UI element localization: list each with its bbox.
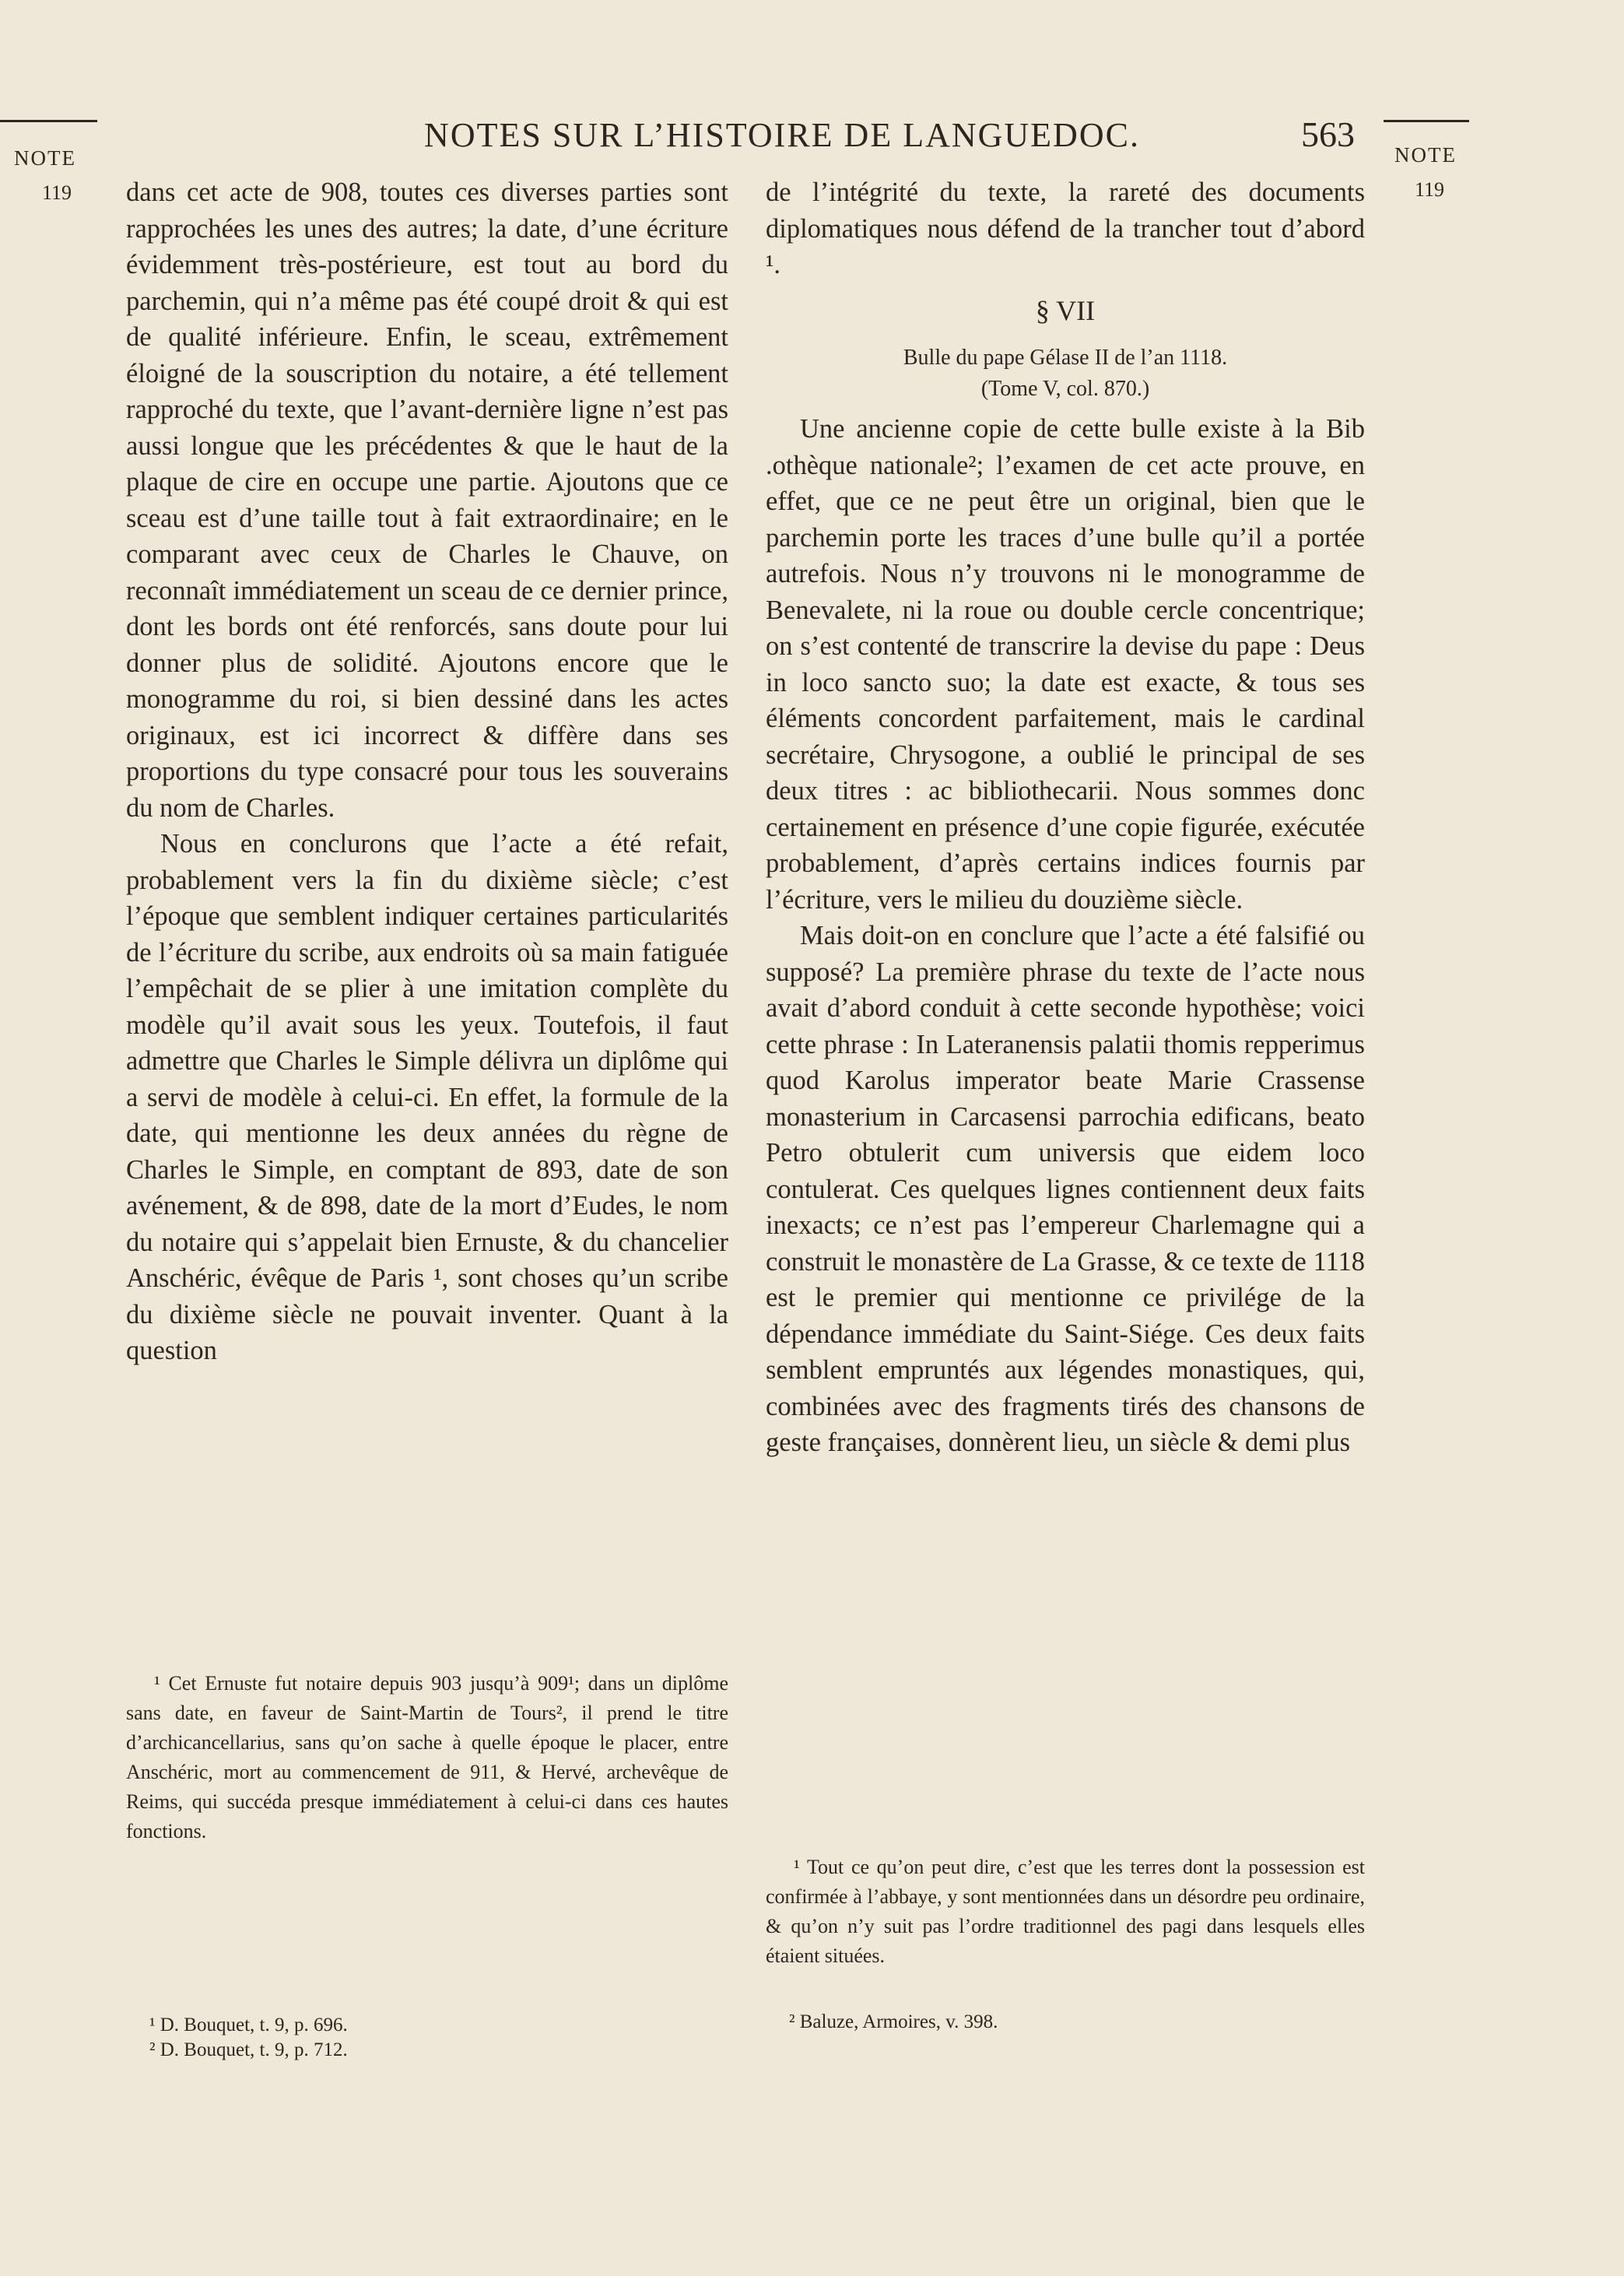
section-heading: § VII	[1035, 294, 1096, 326]
margin-note-number: 119	[42, 181, 72, 204]
left-paragraph-2: Nous en conclurons que l’acte a été refait, probablement vers la fin du dixième siècle; c’est l’époque que semblent indiquer certaines particularités de l’écriture du scribe, aux endroits où sa main fatiguée l’empêchait de se plier à une imitation complète du modèle qu’il avait sous les yeux. Toutefois, il faut admettre que Charles le Simple délivra un diplôme qui a servi de modèle à celui-ci. En effet, la formule de la date, qui mentionne les deux années du règne de Charles le Simple, en comptant de 893, date de son avénement, & de 898, date de la mort d’Eudes, le nom du notaire qui s’appelait bien Ernuste, & du chancelier Anschéric, évêque de Paris ¹, sont choses qu’un scribe du dixième siècle ne pouvait inventer. Quant à la question	[126, 829, 728, 1365]
right-footnote-text: ¹ Tout ce qu’on peut dire, c’est que les terres dont la possession est confirmée à l’abbaye, y sont mentionnées dans un désordre peu ordinaire, & qu’on n’y suit pas l’ordre traditionnel des pagi dans lesquels elles étaient situées.	[766, 1856, 1365, 1967]
reference-2: ² D. Bouquet, t. 9, p. 712.	[149, 2039, 348, 2060]
caption-line-1: Bulle du pape Gélase II de l’an 1118.	[903, 346, 1228, 370]
left-column	[126, 174, 728, 1369]
caption-line-2: (Tome V, col. 870.)	[980, 377, 1150, 401]
running-title: NOTES SUR L’HISTOIRE DE LANGUEDOC.	[424, 116, 1140, 154]
section-caption	[766, 342, 1365, 405]
right-column	[766, 174, 1365, 1461]
left-margin-rule	[0, 120, 97, 122]
left-footnote	[126, 1669, 728, 1846]
right-paragraph-2: Une ancienne copie de cette bulle existe à la Bib .othèque nationale²; l’examen de cet acte prouve, en effet, que ce ne peut être un original, bien que le parchemin porte les traces d’une bulle qu’il a portée autrefois. Nous n’y trouvons ni le monogramme de Benevalete, ni la roue ou double cercle concentrique; on s’est contenté de transcrire la devise du pape : Deus in loco sancto suo; la date est exacte, & tous ses éléments concordent parfaitement, mais le cardinal secrétaire, Chrysogone, a oublié le principal de ses deux titres : ac bibliothecarii. Nous sommes donc certainement en présence d’une copie figurée, exécutée probablement, d’après certains indices fournis par l’écriture, vers le milieu du douzième siècle.	[766, 414, 1365, 915]
reference-1: ¹ D. Bouquet, t. 9, p. 696.	[149, 2014, 348, 2035]
page-number: 563	[1301, 114, 1355, 154]
right-references	[766, 2010, 1310, 2035]
margin-note-number: 119	[1415, 178, 1445, 201]
left-references	[126, 2013, 671, 2063]
margin-note-label: NOTE	[14, 146, 76, 170]
left-footnote-text: ¹ Cet Ernuste fut notaire depuis 903 jusqu’à 909¹; dans un diplôme sans date, en faveur de Saint-Martin de Tours², il prend le titre d’archicancellarius, sans qu’on sache à quelle époque le placer, entre Anschéric, mort au commencement de 911, & Hervé, archevêque de Reims, qui succéda presque immédiatement à celui-ci dans ces hautes fonctions.	[126, 1672, 728, 1842]
left-margin-note	[14, 146, 76, 205]
left-paragraph-1: dans cet acte de 908, toutes ces diverses parties sont rapprochées les unes des autres; la date, d’une écriture évidemment très-postérieure, est tout au bord du parchemin, qui n’a même pas été coupé droit & qui est de qualité inférieure. Enfin, le sceau, extrêmement éloigné de la souscription du notaire, a été tellement rapproché du texte, que l’avant-dernière ligne n’est pas aussi longue que les précédentes & que le haut de la plaque de cire en occupe une partie. Ajoutons que ce sceau est d’une taille tout à fait extraordinaire; en le comparant avec ceux de Charles le Chauve, on reconnaît immédiatement un sceau de ce dernier prince, dont les bords ont été renforcés, sans doute pour lui donner plus de solidité. Ajoutons encore que le monogramme du roi, si bien dessiné dans les actes originaux, est ici incorrect & diffère dans ses proportions du type consacré pour tous les souverains du nom de Charles.	[126, 177, 728, 823]
right-margin-rule	[1384, 120, 1469, 122]
right-paragraph-3: Mais doit-on en conclure que l’acte a été falsifié ou supposé? La première phrase du texte de l’acte nous avait d’abord conduit à cette seconde hypothèse; voici cette phrase : In Lateranensis palatii thomis repperimus quod Karolus imperator beate Marie Crassense monasterium in Carcasensi parrochia edificans, beato Petro obtulerit cum universis que eidem loco contulerat. Ces quelques lignes contiennent deux faits inexacts; ce n’est pas l’empereur Charlemagne qui a construit le monastère de La Grasse, & ce texte de 1118 est le premier qui mentionne ce privilége de la dépendance immédiate du Saint-Siége. Ces deux faits semblent empruntés aux légendes monastiques, qui, combinées avec des fragments tirés des chansons de geste françaises, donnèrent lieu, un siècle & demi plus	[766, 921, 1365, 1457]
reference-2-right: ² Baluze, Armoires, v. 398.	[789, 2011, 998, 2032]
right-margin-note	[1394, 143, 1457, 202]
margin-note-label: NOTE	[1394, 143, 1457, 167]
right-paragraph-1: de l’intégrité du texte, la rareté des documents diplomatiques nous défend de la trancher tout d’abord ¹.	[766, 177, 1365, 279]
right-footnote	[766, 1853, 1365, 1971]
